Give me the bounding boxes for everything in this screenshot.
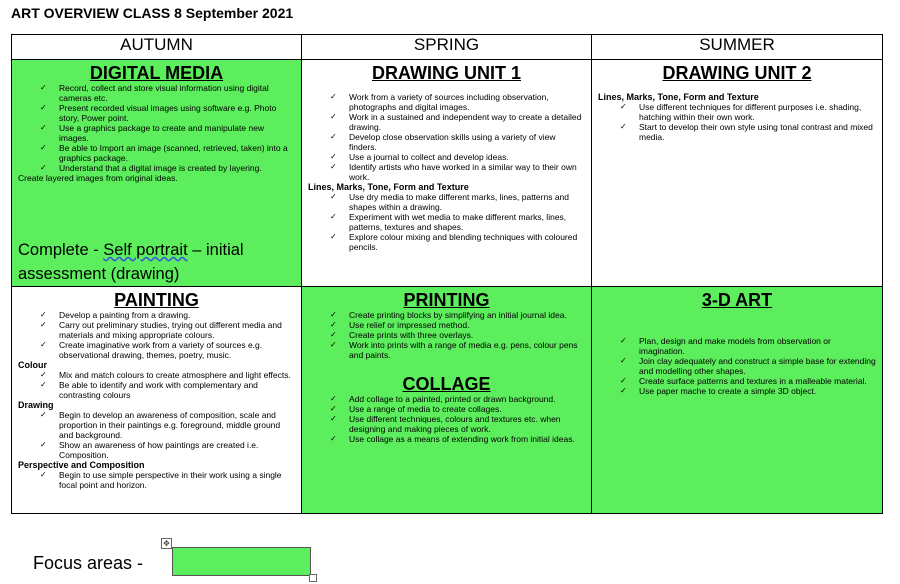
objective-text: Develop a painting from a drawing.: [59, 310, 191, 320]
objective-item: [12, 380, 301, 400]
objective-text: Mix and match colours to create atmosphere and light effects.: [59, 370, 291, 380]
objective-text: Record, collect and store visual information using digital cameras etc.: [59, 83, 269, 103]
checkmark-icon: ✓: [40, 320, 47, 329]
objective-list: [302, 310, 591, 360]
cell-spring-drawing-unit-1[interactable]: [302, 60, 592, 287]
objective-item: [302, 320, 591, 330]
checkmark-icon: ✓: [40, 410, 47, 419]
objective-item: [302, 330, 591, 340]
objective-item: [592, 336, 882, 356]
term-row-2: [12, 287, 883, 514]
objective-item: [12, 370, 301, 380]
objective-list: [12, 370, 301, 400]
objective-item: [302, 434, 591, 444]
focus-area-swatch[interactable]: [172, 547, 311, 576]
checkmark-icon: ✓: [330, 112, 337, 121]
objective-text: Identify artists who have worked in a similar way to their own work.: [349, 162, 577, 182]
objective-text: Create printing blocks by simplifying an initial journal idea.: [349, 310, 567, 320]
objective-item: [592, 122, 882, 142]
objective-text: Create layered images from original ideas.: [18, 173, 178, 183]
checkmark-icon: ✓: [330, 434, 337, 443]
cell-heading-collage: COLLAGE: [402, 374, 491, 394]
objective-item: [12, 103, 301, 123]
checkmark-icon: ✓: [620, 376, 627, 385]
checkmark-icon: ✓: [40, 123, 47, 132]
cell-heading: PRINTING: [403, 290, 490, 310]
cell-subheading: Drawing: [18, 400, 54, 410]
objective-list: [302, 192, 591, 252]
objective-item: [592, 102, 882, 122]
objective-text: Use different techniques, colours and textures etc. when designing and making pieces of work.: [349, 414, 561, 434]
cell-subheading: Perspective and Composition: [18, 460, 145, 470]
objective-item: [302, 162, 591, 182]
objective-item: [302, 232, 591, 252]
cell-autumn-painting[interactable]: [12, 287, 302, 514]
checkmark-icon: ✓: [40, 340, 47, 349]
checkmark-icon: ✓: [40, 83, 47, 92]
checkmark-icon: ✓: [330, 132, 337, 141]
cell-subheading: Colour: [18, 360, 47, 370]
checkmark-icon: ✓: [330, 92, 337, 101]
season-summer: SUMMER: [592, 35, 883, 60]
objective-text: Start to develop their own style using tonal contrast and mixed media.: [639, 122, 873, 142]
assessment-note: [18, 238, 298, 286]
objective-list: [302, 394, 591, 444]
assessment-self-portrait: Self portrait: [103, 241, 188, 259]
objective-text: Explore colour mixing and blending techniques with coloured pencils.: [349, 232, 578, 252]
objective-item: [302, 192, 591, 212]
objective-item: [592, 376, 882, 386]
checkmark-icon: ✓: [620, 122, 627, 131]
objective-text: Show an awareness of how paintings are created i.e. Composition.: [59, 440, 259, 460]
objective-text: Create surface patterns and textures in a malleable material.: [639, 376, 867, 386]
checkmark-icon: ✓: [330, 192, 337, 201]
objective-item: [12, 83, 301, 103]
objective-item: [302, 414, 591, 434]
cell-autumn-digital-media[interactable]: [12, 60, 302, 287]
objective-text: Begin to develop an awareness of composition, scale and proportion in their paintings e.g. foreground, middle ground and background.: [59, 410, 281, 440]
objective-text: Plan, design and make models from observation or imagination.: [639, 336, 831, 356]
objective-item: [12, 123, 301, 143]
table-move-handle-icon[interactable]: ✥: [161, 538, 172, 549]
assessment-prefix: Complete -: [18, 241, 104, 259]
checkmark-icon: ✓: [620, 386, 627, 395]
objective-text: Use dry media to make different marks, lines, patterns and shapes within a drawing.: [349, 192, 569, 212]
cell-subheading: Lines, Marks, Tone, Form and Texture: [598, 92, 759, 102]
objective-item: [302, 404, 591, 414]
objective-text: Use a range of media to create collages.: [349, 404, 502, 414]
objective-text: Use relief or impressed method.: [349, 320, 470, 330]
objective-text: Use a graphics package to create and manipulate new images.: [59, 123, 265, 143]
term-row-1: [12, 60, 883, 287]
cell-heading: 3-D ART: [701, 290, 773, 310]
objective-text: Be able to Import an image (scanned, retrieved, taken) into a graphics package.: [59, 143, 288, 163]
checkmark-icon: ✓: [40, 440, 47, 449]
checkmark-icon: ✓: [330, 330, 337, 339]
objective-text: Present recorded visual images using software e.g. Photo story, Power point.: [59, 103, 277, 123]
objective-list: [12, 310, 301, 360]
document-title: ART OVERVIEW CLASS 8 September 2021: [11, 5, 294, 21]
season-autumn: AUTUMN: [12, 35, 302, 60]
objective-item: [12, 340, 301, 360]
checkmark-icon: ✓: [330, 394, 337, 403]
cell-heading: DRAWING UNIT 2: [662, 63, 812, 83]
checkmark-icon: ✓: [40, 310, 47, 319]
checkmark-icon: ✓: [620, 336, 627, 345]
objective-list: [592, 336, 882, 396]
objective-item: [302, 394, 591, 404]
objective-item: [302, 310, 591, 320]
checkmark-icon: ✓: [330, 162, 337, 171]
checkmark-icon: ✓: [330, 212, 337, 221]
season-header-row: [12, 35, 883, 60]
objective-item: [592, 386, 882, 396]
objective-list: [302, 92, 591, 182]
objective-item: [302, 212, 591, 232]
objective-item: [302, 132, 591, 152]
objective-text: Work from a variety of sources including observation, photographs and digital images.: [349, 92, 549, 112]
checkmark-icon: ✓: [40, 163, 47, 172]
checkmark-icon: ✓: [330, 320, 337, 329]
objective-item: [12, 310, 301, 320]
objective-text: Add collage to a painted, printed or drawn background.: [349, 394, 556, 404]
checkmark-icon: ✓: [330, 414, 337, 423]
checkmark-icon: ✓: [330, 310, 337, 319]
cell-subheading: Lines, Marks, Tone, Form and Texture: [308, 182, 469, 192]
checkmark-icon: ✓: [40, 380, 47, 389]
objective-text: Carry out preliminary studies, trying out different media and materials and mixing appropriate colours.: [59, 320, 282, 340]
objective-text: Use collage as a means of extending work from initial ideas.: [349, 434, 575, 444]
objective-text: Be able to identify and work with complementary and contrasting colours: [59, 380, 258, 400]
table-resize-handle[interactable]: [309, 574, 317, 582]
cell-heading: PAINTING: [114, 290, 199, 310]
checkmark-icon: ✓: [40, 370, 47, 379]
checkmark-icon: ✓: [40, 143, 47, 152]
cell-summer-3d-art[interactable]: [592, 287, 883, 514]
objective-list: [12, 410, 301, 460]
objective-item: [302, 340, 591, 360]
checkmark-icon: ✓: [40, 103, 47, 112]
objective-item: [302, 112, 591, 132]
objective-list: [12, 83, 301, 173]
objective-list: [592, 102, 882, 142]
objective-item: [302, 92, 591, 112]
cell-spring-printing-collage[interactable]: [302, 287, 592, 514]
checkmark-icon: ✓: [330, 232, 337, 241]
objective-text: Create imaginative work from a variety of sources e.g. observational drawing, themes, poetry, music.: [59, 340, 263, 360]
cell-summer-drawing-unit-2[interactable]: [592, 60, 883, 287]
objective-item: [592, 356, 882, 376]
objective-item: [12, 163, 301, 173]
cell-heading: DRAWING UNIT 1: [371, 63, 521, 83]
focus-areas-label: Focus areas -: [33, 553, 144, 573]
objective-item: [12, 320, 301, 340]
checkmark-icon: ✓: [620, 102, 627, 111]
cell-heading: DIGITAL MEDIA: [89, 63, 224, 83]
objective-item: [12, 410, 301, 440]
overview-table: [11, 34, 883, 514]
objective-text: Use a journal to collect and develop ideas.: [349, 152, 509, 162]
objective-text: Work in a sustained and independent way to create a detailed drawing.: [349, 112, 582, 132]
objective-text: Use paper mache to create a simple 3D object.: [639, 386, 817, 396]
season-spring: SPRING: [302, 35, 592, 60]
checkmark-icon: ✓: [40, 470, 47, 479]
checkmark-icon: ✓: [620, 356, 627, 365]
objective-item: [12, 440, 301, 460]
objective-text: Experiment with wet media to make different marks, lines, patterns, textures and shapes.: [349, 212, 567, 232]
objective-text: Begin to use simple perspective in their work using a single focal point and horizon.: [59, 470, 282, 490]
objective-text: Use different techniques for different purposes i.e. shading, hatching within their own work.: [639, 102, 862, 122]
objective-list: [12, 470, 301, 490]
objective-item: [302, 152, 591, 162]
checkmark-icon: ✓: [330, 152, 337, 161]
objective-text: Join clay adequately and construct a simple base for extending and modelling other shapes.: [639, 356, 876, 376]
objective-item: [12, 470, 301, 490]
assessment-suffix: – initial assessment (drawing): [18, 241, 244, 283]
objective-text: Work into prints with a range of media e.g. pens, colour pens and paints.: [349, 340, 578, 360]
checkmark-icon: ✓: [330, 404, 337, 413]
objective-text: Create prints with three overlays.: [349, 330, 474, 340]
objective-text: Understand that a digital image is created by layering.: [59, 163, 262, 173]
checkmark-icon: ✓: [330, 340, 337, 349]
objective-item: [12, 143, 301, 163]
objective-text: Develop close observation skills using a variety of view finders.: [349, 132, 556, 152]
